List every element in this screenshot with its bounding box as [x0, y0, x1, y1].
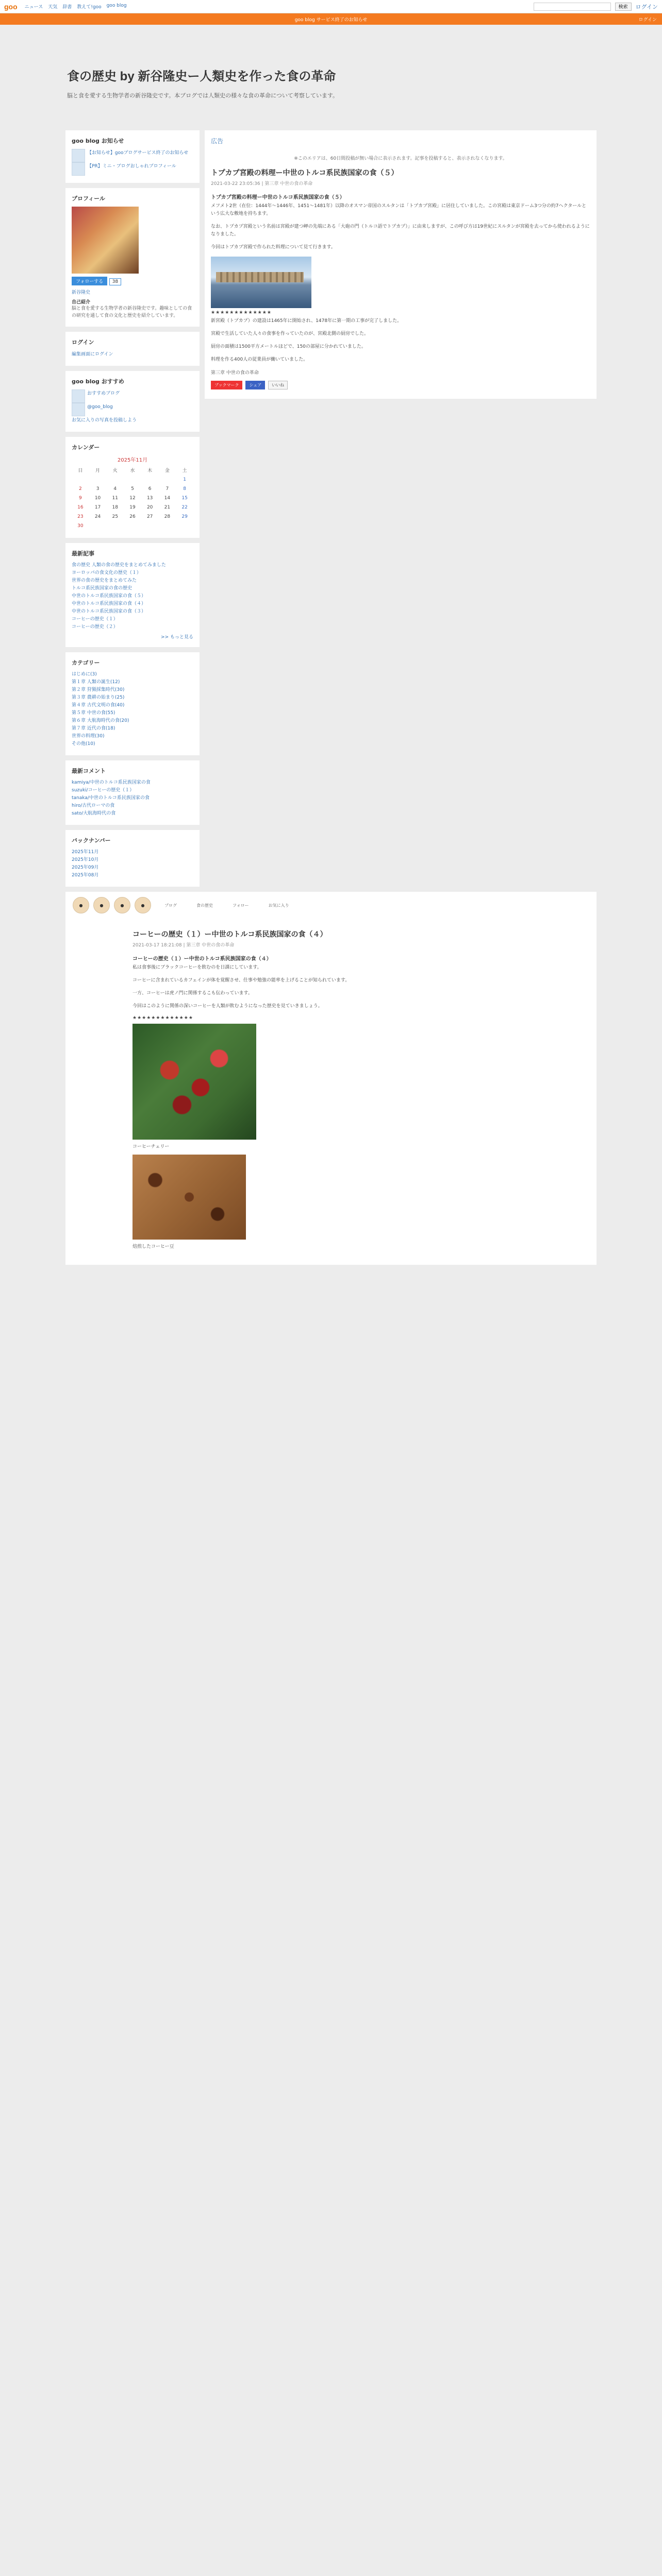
- post-title[interactable]: トプカプ宮殿の料理ー中世のトルコ系民族国家の食（５）: [211, 169, 399, 177]
- cal-day-header: 土: [182, 468, 187, 473]
- post1-panel: [205, 130, 597, 399]
- post-paragraph: 一方、コーヒーは虎ノ門に関係するこも伝わっています。: [133, 991, 253, 996]
- post-category[interactable]: 第三章 中世の食の革命: [211, 370, 259, 376]
- login-link[interactable]: 編集画面にログイン: [72, 352, 113, 357]
- calendar-day[interactable]: 12: [129, 496, 136, 501]
- rank-label: ブログ: [164, 903, 177, 908]
- post-subtitle: コーヒーの歴史（１）ー中世のトルコ系民族国家の食（４）: [133, 956, 272, 962]
- list-item[interactable]: [72, 149, 193, 162]
- calendar-table: [72, 465, 193, 531]
- rank-icon[interactable]: ●: [114, 897, 130, 913]
- top-links: [25, 3, 127, 10]
- calendar-day: [141, 475, 159, 484]
- login-panel: [65, 332, 200, 366]
- rank-icon[interactable]: ●: [135, 897, 151, 913]
- top-bar: [0, 0, 662, 13]
- post-paragraph: 私は食事後にブラックコーヒーを飲むのを日課にしています。: [133, 965, 262, 970]
- cal-day-header: 月: [95, 468, 101, 473]
- follow-button[interactable]: フォローする: [72, 277, 107, 285]
- calendar-day[interactable]: 14: [164, 496, 171, 501]
- goo-logo[interactable]: goo: [4, 2, 18, 11]
- post-paragraph: 厨房の面積は1500平方メートルほどで、150の部屋に分かれていました。: [211, 344, 366, 349]
- calendar-day[interactable]: 15: [181, 496, 188, 501]
- calendar-day: [72, 475, 89, 484]
- recent-post-link[interactable]: コーヒーの歴史（２）: [72, 624, 118, 630]
- share-button[interactable]: シェア: [245, 381, 265, 389]
- top-link[interactable]: goo blog: [106, 3, 127, 8]
- rank-icon[interactable]: ●: [73, 897, 89, 913]
- goo-info-panel: [65, 130, 200, 183]
- calendar-day[interactable]: 7: [166, 486, 169, 492]
- comment-link[interactable]: sato/大航海時代の食: [72, 811, 116, 816]
- list-item[interactable]: @goo_blog: [72, 403, 193, 416]
- panel-title: goo blog おすすめ: [72, 378, 124, 385]
- panel-title: ログイン: [72, 339, 94, 346]
- comment-link[interactable]: tanaka/中世のトルコ系民族国家の食: [72, 795, 150, 801]
- post-subtitle: トプカプ宮殿の料理ー中世のトルコ系民族国家の食（５）: [211, 195, 345, 200]
- item-label[interactable]: 【PR】ミニ・ブログおしゃれプロフィール: [87, 164, 176, 169]
- palace-photo[interactable]: [211, 257, 311, 308]
- calendar-month: 2025年11月: [117, 457, 148, 463]
- panel-title: バックナンバー: [72, 837, 111, 844]
- photo-caption: コーヒーチェリー: [133, 1144, 170, 1149]
- calendar-day[interactable]: 27: [146, 514, 153, 519]
- post2-panel: [65, 919, 597, 1265]
- panel-title: カテゴリー: [72, 659, 100, 666]
- category-link[interactable]: 第４章 古代文明の食(40): [72, 703, 125, 708]
- calendar-day[interactable]: 16: [77, 505, 84, 510]
- list-item[interactable]: おすすめブログ: [72, 389, 193, 403]
- post-paragraph: なお、トプカプ宮殿という名前は宮殿が建つ岬の先端にある「大砲の門（トルコ語でトプカプ）」に由来しますが、この呼び方は19世紀にスルタンが宮殿を去ってから使われるようになりました。: [211, 224, 590, 237]
- calendar-day[interactable]: 17: [94, 505, 101, 510]
- calendar-day: [159, 521, 176, 531]
- recent-post-link[interactable]: 食の歴史 人類の食の歴史をまとめてみました: [72, 563, 166, 568]
- top-search-button[interactable]: 検索: [615, 3, 632, 11]
- cal-day-header: 日: [78, 468, 83, 473]
- rank-label: 食の歴史: [196, 903, 213, 908]
- category-link[interactable]: 世界の料理(30): [72, 734, 105, 739]
- ranking-row: [65, 892, 597, 919]
- post-paragraph: 今回はこのように関係の深いコーヒーを人類が飲むようになった歴史を見ていきましょう。: [133, 1004, 323, 1009]
- list-item[interactable]: [72, 162, 193, 176]
- post-paragraph: 新宮殿（トプカプ）の建設は1465年に開始され、1478年に第一期の工事が完了しました。: [211, 318, 402, 324]
- calendar-day[interactable]: 8: [183, 486, 186, 492]
- calendar-day[interactable]: 1: [183, 477, 186, 482]
- calendar-day[interactable]: 3: [96, 486, 100, 492]
- recent-post-link[interactable]: ヨーロッパの食文化の歴史（１）: [72, 570, 141, 575]
- post-article: [133, 929, 529, 1249]
- rank-labels: [164, 903, 289, 908]
- comment-link[interactable]: suzuki/コーヒーの歴史（１）: [72, 788, 135, 793]
- calendar-day[interactable]: 13: [146, 496, 153, 501]
- calendar-day: [89, 475, 107, 484]
- list-item[interactable]: お気に入りの写真を投稿しよう: [72, 418, 137, 423]
- ad-label: 広告: [211, 138, 224, 145]
- profile-panel: [65, 188, 200, 327]
- calendar-day: [124, 475, 141, 484]
- calendar-day[interactable]: 9: [78, 496, 82, 501]
- calendar-day[interactable]: 29: [181, 514, 188, 519]
- cal-day-header: 火: [112, 468, 118, 473]
- calendar-day[interactable]: 10: [94, 496, 101, 501]
- post-meta: 2021-03-17 18:21:08 | 第三章 中世の食の革命: [133, 943, 235, 948]
- category-link[interactable]: その他(10): [72, 741, 95, 747]
- calendar-day[interactable]: 2: [78, 486, 82, 492]
- announce-link[interactable]: goo blog サービス終了のお知らせ: [294, 17, 368, 23]
- calendar-day[interactable]: 24: [94, 514, 101, 519]
- category-link[interactable]: 第２章 狩猟採集時代(30): [72, 687, 125, 692]
- calendar-day[interactable]: 21: [164, 505, 171, 510]
- coffee-cherry-photo[interactable]: [133, 1024, 256, 1140]
- rank-icon[interactable]: ●: [93, 897, 110, 913]
- calendar-day[interactable]: 20: [146, 505, 153, 510]
- post-paragraph: 宮殿で生活していた人々の食事を作っていたのが、宮殿北側の厨房でした。: [211, 331, 369, 336]
- panel-title: 最新コメント: [72, 768, 106, 774]
- category-link[interactable]: はじめに(3): [72, 672, 97, 677]
- recent-post-link[interactable]: コーヒーの歴史（１）: [72, 617, 118, 622]
- recent-post-link[interactable]: 中世のトルコ系民族国家の食（３）: [72, 609, 146, 614]
- calendar-day[interactable]: 25: [112, 514, 118, 519]
- like-button[interactable]: いいね: [268, 381, 288, 389]
- top-bar-right: [534, 3, 658, 11]
- profile-image[interactable]: [72, 207, 139, 274]
- comment-link[interactable]: hiro/古代ローマの食: [72, 803, 115, 808]
- blog-title[interactable]: 食の歴史 by 新谷隆史ー人類史を作った食の革命: [67, 70, 336, 83]
- profile-name[interactable]: 新谷隆史: [72, 290, 91, 295]
- calendar-panel: [65, 437, 200, 538]
- calendar-day[interactable]: 6: [148, 486, 152, 492]
- top-search-input[interactable]: [534, 3, 611, 11]
- category-link[interactable]: 第７章 近代の食(18): [72, 726, 115, 731]
- calendar-day[interactable]: 4: [113, 486, 117, 492]
- recent-post-link[interactable]: トルコ系民族国家の食の歴史: [72, 586, 133, 591]
- panel-title: goo blog お知らせ: [72, 138, 124, 144]
- recent-posts-panel: [65, 543, 200, 647]
- comments-panel: [65, 760, 200, 825]
- calendar-day: [106, 475, 124, 484]
- top-link[interactable]: 辞書: [62, 5, 72, 10]
- calendar-day: [89, 521, 107, 531]
- calendar-day[interactable]: 26: [129, 514, 136, 519]
- post-paragraph: 料理を作る400人の従業員が働いていました。: [211, 357, 308, 362]
- post-paragraph: 今回はトプカプ宮殿で作られた料理について見て行きます。: [211, 245, 336, 250]
- profile-text: 脳と食を愛する生物学者の新谷隆史です。趣味としての食の研究を通して食の文化と歴史を紹介しています。: [72, 306, 192, 318]
- calendar-day[interactable]: 30: [77, 523, 84, 529]
- comment-link[interactable]: kamiya/中世のトルコ系民族国家の食: [72, 780, 151, 785]
- recommend-panel: [65, 371, 200, 432]
- stars-divider: ★★★★★★★★★★★★★: [211, 310, 272, 315]
- category-link[interactable]: 第１章 人類の誕生(12): [72, 680, 120, 685]
- backnumber-panel: [65, 830, 200, 887]
- category-panel: [65, 652, 200, 755]
- calendar-day[interactable]: 28: [164, 514, 171, 519]
- backnumber-link[interactable]: 2025年09月: [72, 865, 99, 870]
- calendar-day[interactable]: 11: [112, 496, 118, 501]
- top-login-link[interactable]: ログイン: [635, 3, 658, 10]
- category-link[interactable]: 第３章 農耕の始まり(25): [72, 695, 125, 700]
- calendar-day[interactable]: 22: [181, 505, 188, 510]
- stars-divider: ★★★★★★★★★★★★★: [133, 1015, 193, 1021]
- top-link[interactable]: 天気: [48, 5, 58, 10]
- post-article: [211, 167, 590, 389]
- top-link[interactable]: 教えて!goo: [77, 5, 102, 10]
- calendar-day[interactable]: 5: [131, 486, 134, 492]
- post-title[interactable]: コーヒーの歴史（１）ー中世のトルコ系民族国家の食（４）: [133, 930, 327, 939]
- goo-icon: [72, 403, 85, 416]
- blog-description: 脳と食を愛する生物学者の新谷隆史です。本ブログでは人類史の様々な食の革命について考察しています。: [67, 92, 339, 99]
- calendar-day: [176, 521, 193, 531]
- main-column: [205, 130, 597, 892]
- blog-header: [0, 25, 662, 130]
- backnumber-link[interactable]: 2025年10月: [72, 857, 99, 862]
- sidebar: [65, 130, 200, 892]
- profile-label: 自己紹介: [72, 300, 91, 305]
- content-wrap: [65, 130, 597, 892]
- post-meta: 2021-03-22 23:05:36 | 第三章 中世の食の革命: [211, 181, 313, 187]
- photo-caption: 焙煎したコーヒー豆: [133, 1244, 174, 1249]
- goo-icon: [72, 149, 85, 162]
- more-link[interactable]: >> もっと見る: [161, 635, 193, 640]
- rank-label: フォロー: [233, 903, 249, 908]
- item-label[interactable]: 【お知らせ】gooブログサービス終了のお知らせ: [87, 150, 189, 156]
- roasted-beans-photo[interactable]: [133, 1155, 246, 1240]
- goo-icon: [72, 162, 85, 176]
- panel-title: 最新記事: [72, 550, 94, 557]
- backnumber-link[interactable]: 2025年08月: [72, 873, 99, 878]
- post-paragraph: コーヒーに含まれているカフェインが体を覚醒させ、仕事や勉強の能率を上げることが知られています。: [133, 978, 350, 983]
- announce-right[interactable]: ログイン: [638, 17, 657, 23]
- calendar-day[interactable]: 19: [129, 505, 136, 510]
- share-row: [211, 381, 590, 389]
- backnumber-link[interactable]: 2025年11月: [72, 850, 99, 855]
- follow-count: 38: [109, 278, 121, 285]
- recent-post-link[interactable]: 中世のトルコ系民族国家の食（５）: [72, 594, 146, 599]
- cal-day-header: 水: [130, 468, 135, 473]
- calendar-day: [124, 521, 141, 531]
- calendar-day: [141, 521, 159, 531]
- inactivity-notice: ※このエリアは、60日間投稿が無い場合に表示されます。記事を投稿すると、表示されなくなります。: [294, 156, 507, 161]
- announce-bar: [0, 13, 662, 25]
- post-paragraph: メフメト2世（在位：1444年〜1446年、1451〜1481年）以降のオスマン帝国のスルタンは「トプカプ宮殿」に居住していました。この宮殿は東京ドーム3つ分の約7ヘクタールという広大な敷地を持ちます。: [211, 204, 587, 216]
- calendar-day: [106, 521, 124, 531]
- calendar-day[interactable]: 23: [77, 514, 84, 519]
- bookmark-button[interactable]: ブックマーク: [211, 381, 242, 389]
- panel-title: プロフィール: [72, 195, 105, 202]
- recent-post-link[interactable]: 中世のトルコ系民族国家の食（４）: [72, 601, 146, 606]
- top-link[interactable]: ニュース: [24, 5, 43, 10]
- calendar-day[interactable]: 18: [112, 505, 118, 510]
- cal-day-header: 金: [164, 468, 170, 473]
- calendar-day: [159, 475, 176, 484]
- panel-title: カレンダー: [72, 444, 100, 451]
- goo-icon: [72, 389, 85, 403]
- rank-label: お気に入り: [268, 903, 289, 908]
- cal-day-header: 木: [147, 468, 153, 473]
- category-link[interactable]: 第５章 中世の食(55): [72, 710, 115, 716]
- recent-post-link[interactable]: 世界の食の歴史をまとめてみた: [72, 578, 137, 583]
- category-link[interactable]: 第６章 大航海時代の食(20): [72, 718, 129, 723]
